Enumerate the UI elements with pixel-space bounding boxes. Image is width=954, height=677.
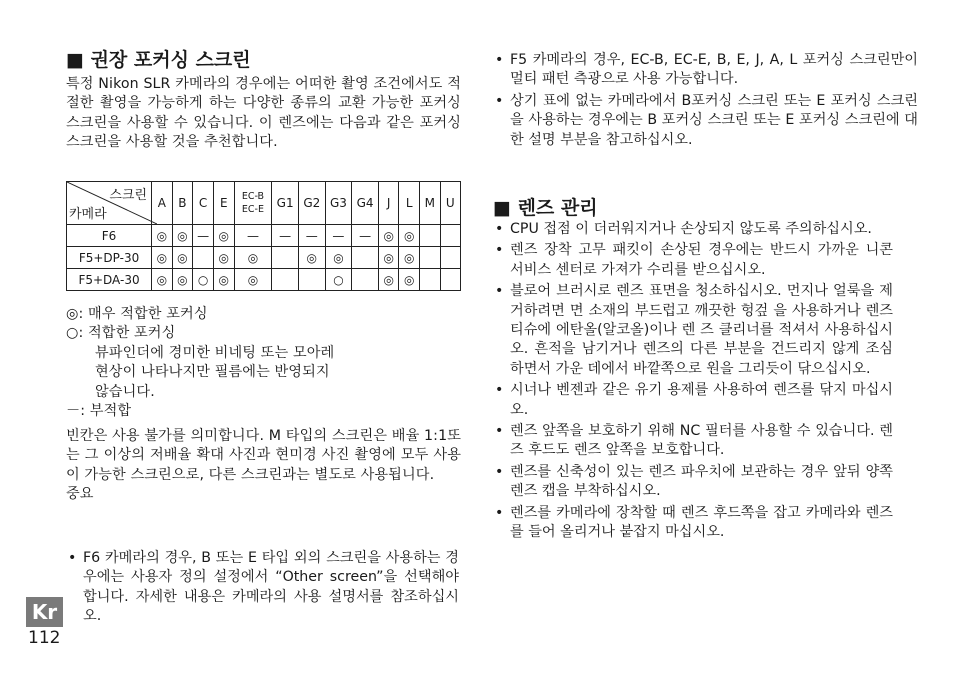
table-cell — [352, 247, 379, 269]
table-cell: ◎ — [378, 247, 399, 269]
table-cell: ◎ — [213, 225, 234, 247]
column-header: EC-B EC-E — [234, 182, 272, 225]
list-item: • 렌즈를 신축성이 있는 렌즈 파우치에 보관하는 경우 앞뒤 양쪽 렌즈 캡을 부착하십시오. — [493, 463, 893, 502]
corner-label-camera: 카메라 — [69, 207, 107, 222]
table-cell — [298, 269, 325, 291]
row-camera-label: F5+DA-30 — [67, 269, 152, 291]
language-tab: Kr — [26, 597, 63, 627]
table-header-row — [67, 182, 461, 225]
list-item: • 렌즈를 카메라에 장착할 때 렌즈 후드쪽을 잡고 카메라와 렌즈를 들어 올리거나 붙잡지 마십시오. — [493, 504, 893, 543]
column-header: J — [378, 182, 399, 225]
table-cell: ◎ — [234, 269, 272, 291]
table-cell — [272, 269, 299, 291]
table-cell — [352, 269, 379, 291]
important-label: 중요 — [66, 486, 94, 503]
table-cell: ◎ — [399, 225, 420, 247]
blank-cell-note — [66, 427, 461, 505]
column-header: G1 — [272, 182, 299, 225]
table-cell: ◎ — [298, 247, 325, 269]
table-cell: — — [272, 225, 299, 247]
legend-suitable: ○: 적합한 포커싱 — [66, 325, 176, 342]
list-item: • CPU 접점 이 더러워지거나 손상되지 않도록 주의하십시오. — [493, 220, 893, 239]
table-row — [67, 247, 461, 269]
lens-care-list — [493, 220, 893, 545]
table-cell: — — [352, 225, 379, 247]
table-legend — [66, 305, 461, 421]
focusing-screen-table — [66, 181, 461, 291]
table-cell — [272, 247, 299, 269]
column-header: M — [420, 182, 441, 225]
blank-note-paragraph: 빈칸은 사용 불가를 의미합니다. M 타입의 스크린은 배율 1:1또는 그 이상의 저배율 확대 사진과 현미경 사진 촬영에 모두 사용이 가능한 스크린으로, 다른 스크린과는 별도로 사용됩니다. — [66, 428, 461, 483]
table-cell — [420, 225, 441, 247]
column-header: B — [172, 182, 193, 225]
list-item: • F5 카메라의 경우, EC-B, EC-E, B, E, J, A, L 포커싱 스크린만이 멀티 패턴 측광으로 사용 가능합니다. — [493, 51, 918, 90]
column-header: L — [399, 182, 420, 225]
table-cell: ◎ — [399, 269, 420, 291]
table-cell: ◎ — [325, 247, 352, 269]
legend-suitable-detail: 뷰파인더에 경미한 비네팅 또는 모아레 — [95, 344, 335, 361]
legend-very-suitable: ◎: 매우 적합한 포커싱 — [66, 306, 208, 322]
list-item: • 상기 표에 없는 카메라에서 B포커싱 스크린 또는 E 포커싱 스크린을 사용하는 경우에는 B 포커싱 스크린 또는 E 포커싱 스크린에 대한 설명 부분을 참고하십시오. — [493, 92, 918, 150]
table-cell: ◎ — [234, 247, 272, 269]
column-header: G2 — [298, 182, 325, 225]
f5-notes-list — [493, 51, 918, 152]
table-cell: ○ — [325, 269, 352, 291]
table-cell: ◎ — [172, 247, 193, 269]
table-cell: ◎ — [152, 269, 173, 291]
table-cell — [440, 247, 460, 269]
list-item: • F6 카메라의 경우, B 또는 E 타입 외의 스크린을 사용하는 경우에는 사용자 정의 설정에서 “Other screen”을 선택해야 합니다. 자세한 내용은 카메라의 사용 설명서를 참조하십시오. — [66, 549, 459, 627]
table-cell — [193, 247, 214, 269]
table-corner-cell — [67, 182, 152, 225]
column-header: E — [213, 182, 234, 225]
column-header: G3 — [325, 182, 352, 225]
table-cell: ◎ — [172, 225, 193, 247]
table-cell: ◎ — [378, 269, 399, 291]
table-cell: ◎ — [152, 247, 173, 269]
corner-label-screen: 스크린 — [109, 188, 148, 203]
table-cell — [420, 247, 441, 269]
table-cell: ◎ — [399, 247, 420, 269]
table-row — [67, 225, 461, 247]
table-cell: ◎ — [152, 225, 173, 247]
list-item: • 렌즈 장착 고무 패킷이 손상된 경우에는 반드시 가까운 니콘 서비스 센터로 가져가 수리를 받으십시오. — [493, 241, 893, 280]
table-cell — [420, 269, 441, 291]
table-cell: ○ — [193, 269, 214, 291]
intro-paragraph: 특정 Nikon SLR 카메라의 경우에는 어떠한 촬영 조건에서도 적절한 촬영을 가능하게 하는 다양한 종류의 교환 가능한 포커싱 스크린을 사용할 수 있습니다. 이 렌즈에는 다음과 같은 포커싱 스크린을 사용할 것을 추천합니다. — [66, 76, 461, 151]
column-header: U — [440, 182, 460, 225]
table-cell: ◎ — [378, 225, 399, 247]
table-cell: ◎ — [172, 269, 193, 291]
list-item: • 렌즈 앞쪽을 보호하기 위해 NC 필터를 사용할 수 있습니다. 렌즈 후드도 렌즈 앞쪽을 보호합니다. — [493, 422, 893, 461]
table-row — [67, 269, 461, 291]
column-header: G4 — [352, 182, 379, 225]
list-item: • 시너나 벤젠과 같은 유기 용제를 사용하여 렌즈를 닦지 마십시오. — [493, 381, 893, 420]
table-cell: — — [234, 225, 272, 247]
important-list — [66, 549, 459, 629]
row-camera-label: F6 — [67, 225, 152, 247]
table-cell: ◎ — [213, 247, 234, 269]
column-header: A — [152, 182, 173, 225]
table-cell: — — [298, 225, 325, 247]
table-cell — [440, 269, 460, 291]
table-cell: — — [325, 225, 352, 247]
table-cell: — — [193, 225, 214, 247]
legend-unsuitable: －: 부적합 — [66, 403, 132, 420]
column-header: C — [193, 182, 214, 225]
section-heading-focusing-screens: ■ 권장 포커싱 스크린 — [66, 49, 251, 71]
list-item: • 블로어 브러시로 렌즈 표면을 청소하십시오. 먼지나 얼룩을 제거하려면 면 소재의 부드럽고 깨끗한 헝겊 을 사용하거나 렌즈 티슈에 에탄올(알코올)이나 렌 즈 클리너를 적셔서 사용하십시오. 흔적을 남기거나 렌즈의 다른 부분을 건드리지 않게 조심하면서 가운 데에서 바깥쪽으로 원을 그리듯이 닦으십시오. — [493, 282, 893, 379]
table-cell: ◎ — [213, 269, 234, 291]
page-number: 112 — [28, 628, 61, 648]
row-camera-label: F5+DP-30 — [67, 247, 152, 269]
legend-suitable-detail: 않습니다. — [95, 383, 155, 400]
section-heading-lens-care: ■ 렌즈 관리 — [493, 197, 598, 219]
table-cell — [440, 225, 460, 247]
legend-suitable-detail: 현상이 나타나지만 필름에는 반영되지 — [95, 364, 330, 381]
